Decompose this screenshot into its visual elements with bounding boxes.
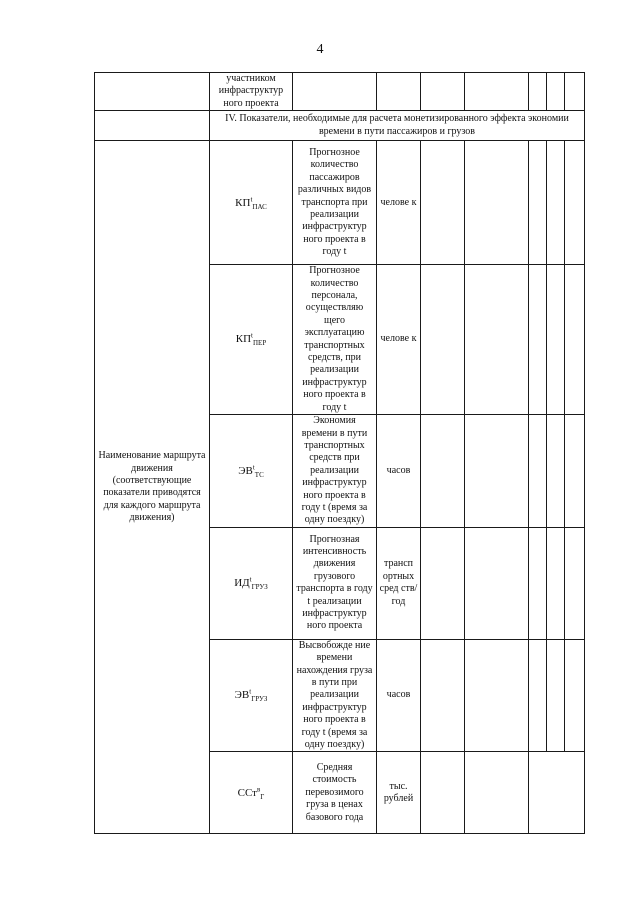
indicator-code: $КП^t_{ПАС}$ [210, 141, 293, 265]
empty-cell [565, 639, 585, 752]
empty-cell [547, 265, 565, 415]
indicator-description: Средняя стоимость перевозимого груза в ценах базового года [293, 752, 377, 834]
empty-cell [421, 527, 465, 639]
empty-cell [465, 752, 529, 834]
empty-cell [465, 639, 529, 752]
indicator-description: Прогнозное количество пассажиров различных видов транспорта при реализации инфраструктур ного проекта в году t [293, 141, 377, 265]
indicator-description: Прогнозная интенсивность движения грузового транспорта в году t реализации инфраструктур ного проекта [293, 527, 377, 639]
indicator-unit: трансп ортных сред ств/год [377, 527, 421, 639]
empty-cell [95, 111, 210, 141]
indicator-unit: тыс. рублей [377, 752, 421, 834]
indicator-description: Прогнозное количество персонала, осуществляю щего эксплуатацию транспортных средств, при реализации инфраструктур ного проекта в году t [293, 265, 377, 415]
empty-cell [95, 73, 210, 111]
empty-cell [529, 752, 585, 834]
empty-cell [465, 415, 529, 528]
empty-cell [465, 527, 529, 639]
empty-cell [421, 265, 465, 415]
section-header-row [95, 111, 585, 141]
indicator-code: $ЭВ^t_{ТС}$ [210, 415, 293, 528]
empty-cell [421, 415, 465, 528]
table-row [95, 73, 585, 111]
empty-cell [547, 415, 565, 528]
indicator-unit: часов [377, 639, 421, 752]
empty-cell [293, 73, 377, 111]
indicators-table [94, 72, 585, 834]
empty-cell [529, 527, 547, 639]
indicator-code: $ИД^t_{ГРУЗ}$ [210, 527, 293, 639]
empty-cell [529, 639, 547, 752]
empty-cell [465, 141, 529, 265]
indicator-code: $ЭВ^t_{ГРУЗ}$ [210, 639, 293, 752]
empty-cell [377, 73, 421, 111]
indicator-code: $КП^t_{ПЕР}$ [210, 265, 293, 415]
table-row [95, 141, 585, 265]
participant-cell: участником инфраструктур ного проекта [210, 73, 293, 111]
empty-cell [529, 73, 547, 111]
indicator-unit: челове к [377, 141, 421, 265]
empty-cell [421, 73, 465, 111]
empty-cell [547, 73, 565, 111]
empty-cell [565, 73, 585, 111]
empty-cell [529, 141, 547, 265]
indicator-description: Высвобожде ние времени нахождения груза в пути при реализации инфраструктур ного проекта в году t (время за одну поездку) [293, 639, 377, 752]
empty-cell [547, 527, 565, 639]
empty-cell [465, 73, 529, 111]
empty-cell [529, 265, 547, 415]
section-title: IV. Показатели, необходимые для расчета монетизированного эффекта экономии времени в пути пассажиров и грузов [210, 111, 585, 141]
empty-cell [421, 141, 465, 265]
empty-cell [529, 415, 547, 528]
empty-cell [465, 265, 529, 415]
empty-cell [421, 639, 465, 752]
indicator-description: Экономия времени в пути транспортных средств при реализации инфраструктур ного проекта в году t (время за одну поездку) [293, 415, 377, 528]
route-name-label: Наименование маршрута движения (соответствующие показатели приводятся для каждого маршрута движения) [95, 141, 210, 834]
empty-cell [547, 639, 565, 752]
empty-cell [565, 527, 585, 639]
empty-cell [565, 265, 585, 415]
page-number: 4 [316, 42, 324, 57]
indicator-unit: часов [377, 415, 421, 528]
empty-cell [565, 141, 585, 265]
indicator-unit: челове к [377, 265, 421, 415]
indicator-code: ССт$^в_Г$ [210, 752, 293, 834]
empty-cell [547, 141, 565, 265]
empty-cell [565, 415, 585, 528]
empty-cell [421, 752, 465, 834]
